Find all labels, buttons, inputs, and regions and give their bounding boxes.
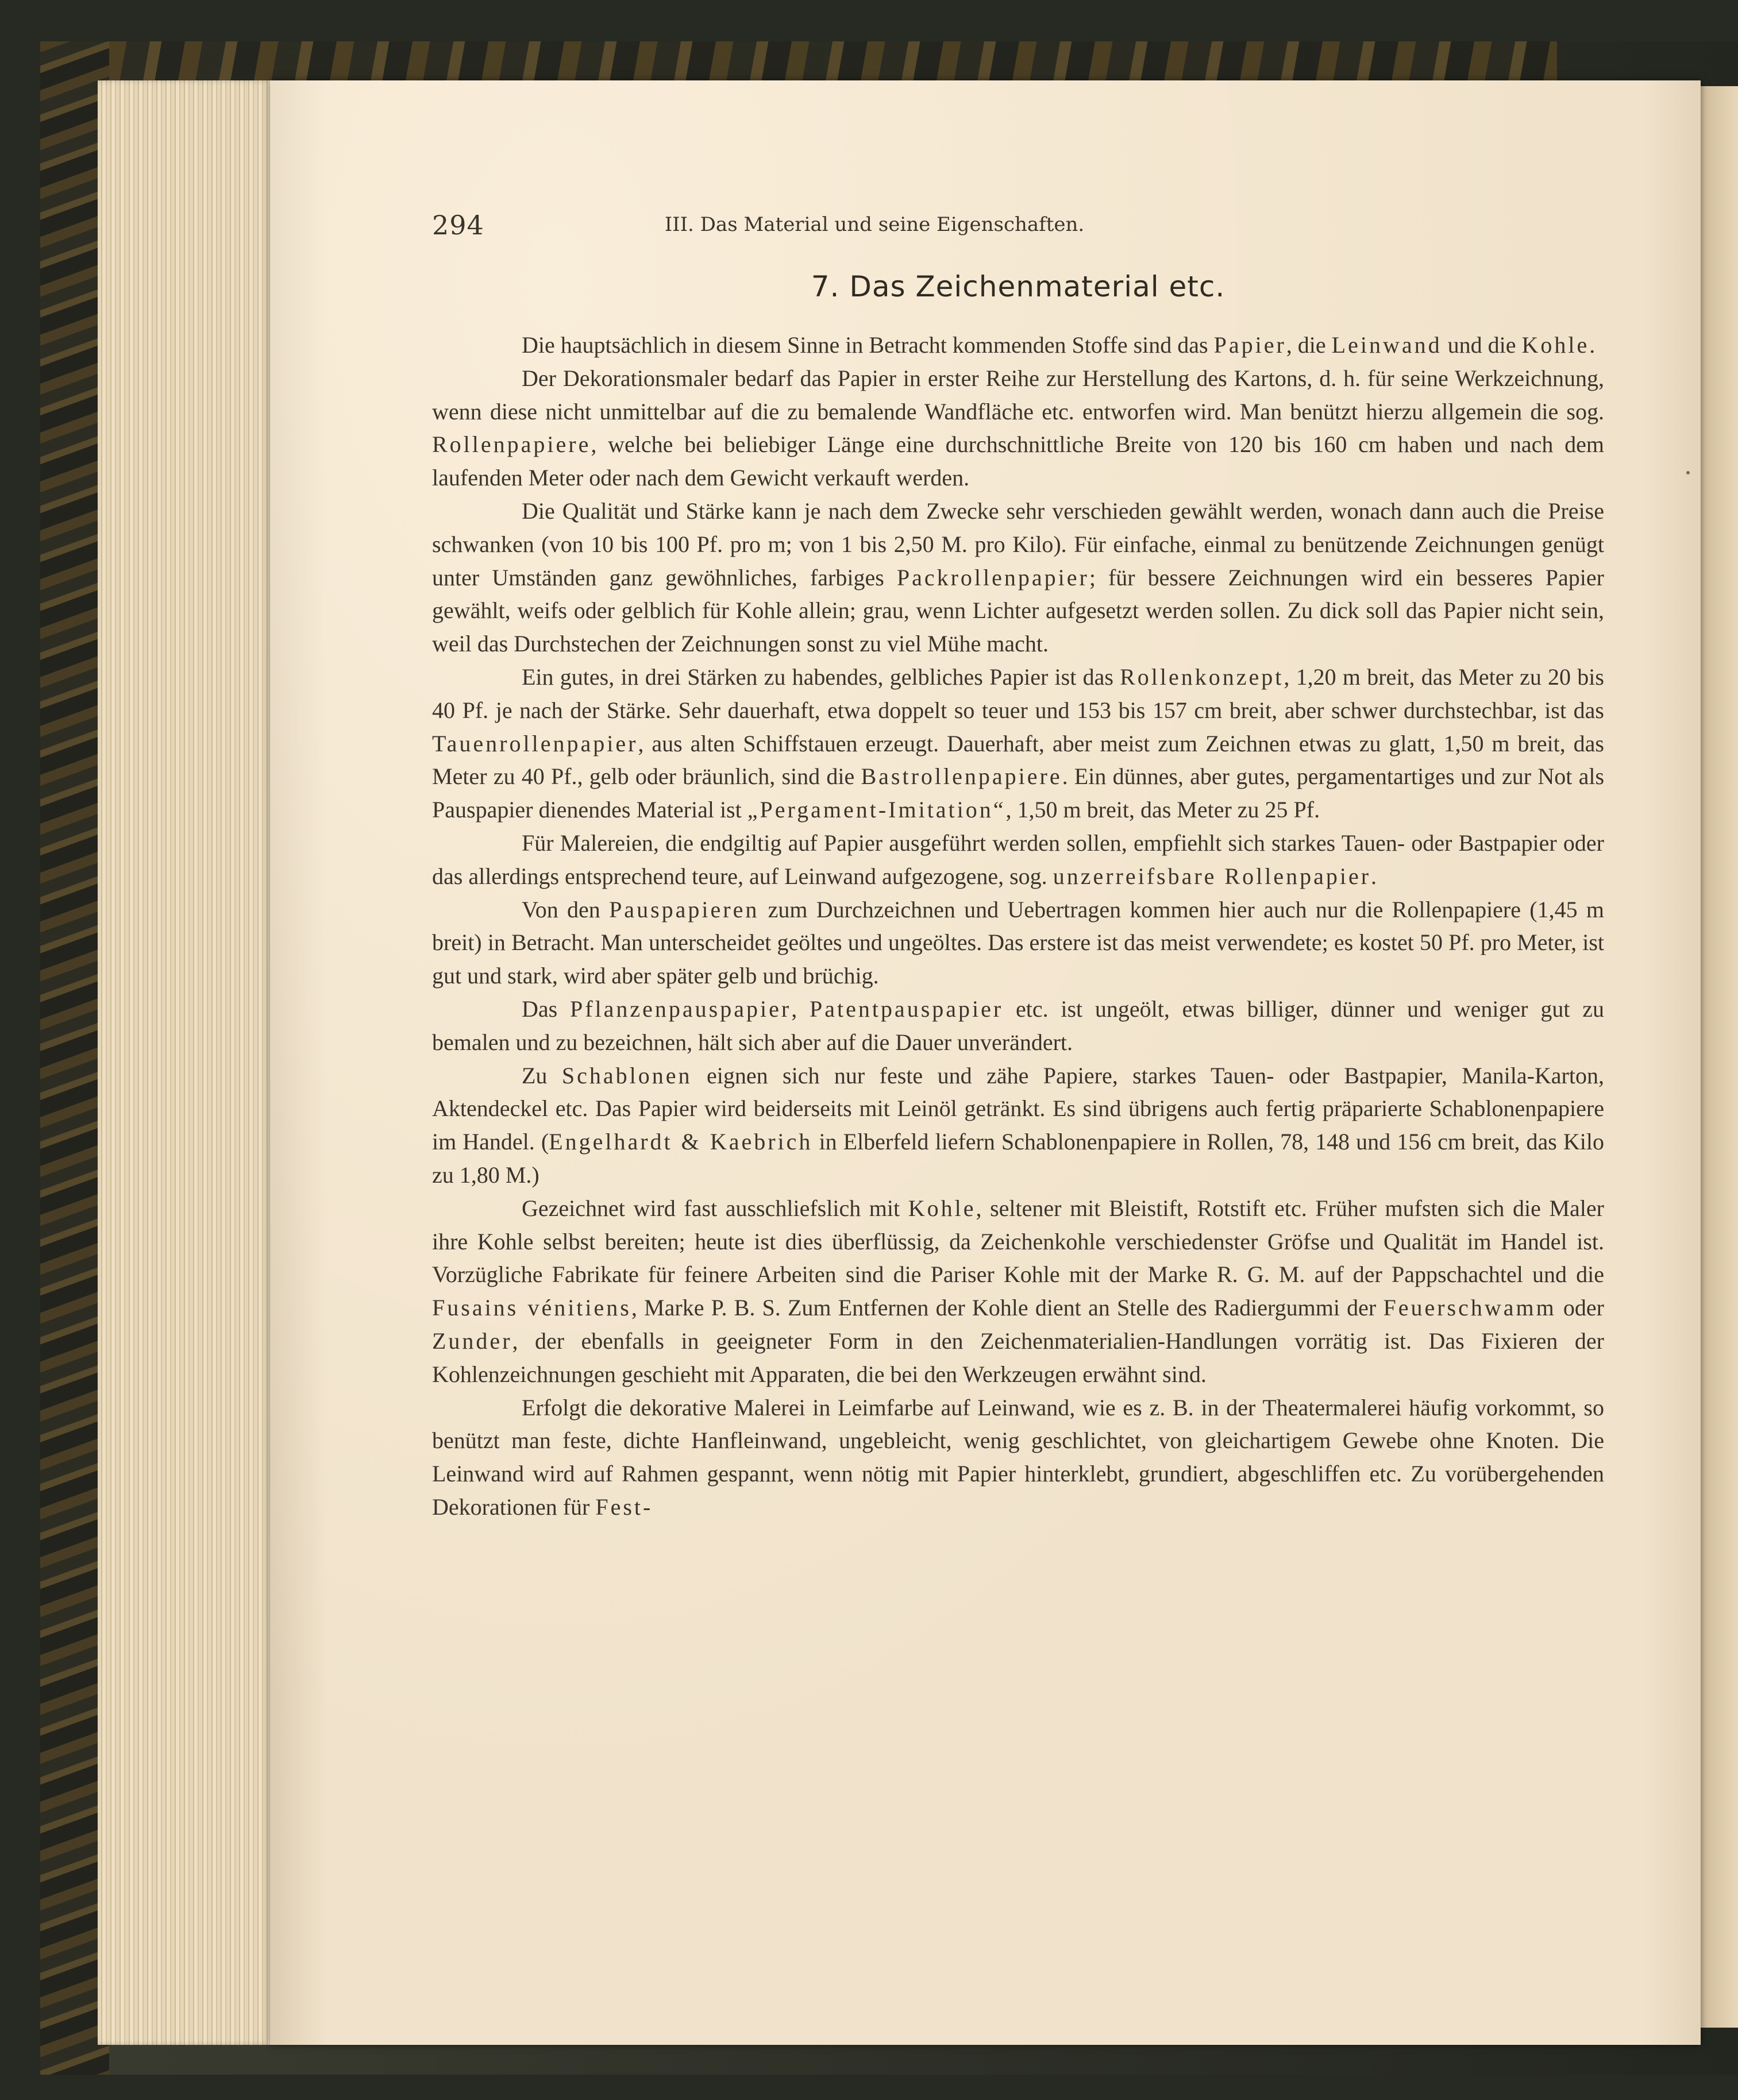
paragraph: Gezeichnet wird fast ausschliefslich mit Kohle, seltener mit Bleistift, Rotstift etc. Früher mufsten sich die Maler ihre Kohle selbst bereiten; heute ist dies überflüssig, da Zeichenkohle verschiedenster Gröfse und Qualität im Handel ist. Vorzügliche Fabrikate für feinere Arbeiten sind die Pariser Kohle mit der Marke R. G. M. auf der Pappschachtel und die Fusains vénitiens, Marke P. B. S. Zum Entfernen der Kohle dient an Stelle des Radiergummi der Feuerschwamm oder Zunder, der ebenfalls in geeigneter Form in den Zeichenmaterialien-Handlungen vorrätig ist. Das Fixieren der Kohlenzeichnungen geschieht mit Apparaten, die bei den Werkzeugen erwähnt sind. [432,1195,1604,1387]
paragraph: Die Qualität und Stärke kann je nach dem Zwecke sehr verschieden gewählt werden, wonach dann auch die Preise schwanken (von 10 bis 100 Pf. pro m; von 1 bis 2,50 M. pro Kilo). Für einfache, einmal zu benützende Zeichnungen genügt unter Umständen ganz gewöhnliches, farbiges Packrollenpapier; für bessere Zeichnungen wird ein besseres Papier gewählt, weifs oder gelblich für Kohle allein; grau, wenn Lichter aufgesetzt werden sollen. Zu dick soll das Papier nicht sein, weil das Durchstechen der Zeichnungen sonst zu viel Mühe macht. [432,497,1604,657]
spaced-term: Fusains vénitiens [432,1295,631,1321]
spaced-term: Papier [1213,332,1286,358]
paragraph: Für Malereien, die endgiltig auf Papier ausgeführt werden sollen, empfiehlt sich starkes Tauen- oder Bastpapier oder das allerdings entsprechend teure, auf Leinwand aufgezogene, sog. unzerreifsbare Rollenpapier. [432,829,1604,889]
spaced-term: Kohle [908,1195,976,1221]
spaced-term: Patentpauspapier [809,995,1004,1022]
section-heading: 7. Das Zeichenmaterial etc. [811,270,1226,303]
paragraph: Der Dekorationsmaler bedarf das Papier in erster Reihe zur Herstellung des Kartons, d. h. für seine Werkzeichnung, wenn diese nicht unmittelbar auf die zu bemalende Wandfläche etc. entworfen wird. Man benützt hierzu allgemein die sog. Rollenpapiere, welche bei beliebiger Länge eine durchschnittliche Breite von 120 bis 160 cm haben und nach dem laufenden Meter oder nach dem Gewicht verkauft werden. [432,365,1604,491]
spaced-term: Engelhardt & Kaebrich [549,1129,813,1155]
paragraph: Die hauptsächlich in diesem Sinne in Betracht kommenden Stoffe sind das Papier, die Leinwand und die Kohle. [522,332,1596,358]
body-text [432,329,1604,1524]
running-head [432,210,1271,244]
page-stack-edge [98,80,282,2045]
spaced-term: unzerreifsbare Rollenpapier [1053,863,1371,889]
paragraph: Das Pflanzenpauspapier, Patentpauspapier etc. ist ungeölt, etwas billiger, dünner und weniger gut zu bemalen und zu bezeichnen, hält sich aber auf die Dauer unverändert. [432,995,1604,1055]
spaced-term: Fest- [595,1493,653,1520]
spaced-term: Zunder [432,1327,512,1354]
spaced-term: Schablonen [561,1062,692,1088]
facing-page-edge [1698,86,1738,2028]
paragraph: Von den Pauspapieren zum Durchzeichnen und Uebertragen kommen hier auch nur die Rollenpapiere (1,45 m breit) in Betracht. Man unterscheidet geöltes und ungeöltes. Das erstere ist das meist verwendete; es kostet 50 Pf. pro Meter, ist gut und stark, wird aber später gelb und brüchig. [432,896,1605,989]
paragraph: Erfolgt die dekorative Malerei in Leimfarbe auf Leinwand, wie es z. B. in der Theatermalerei häufig vorkommt, so benützt man feste, dichte Hanfleinwand, ungebleicht, wenig geschlichtet, von gleichartigem Gewebe ohne Knoten. Die Leinwand wird auf Rahmen gespannt, wenn nötig mit Papier hinterklebt, grundiert, abgeschliffen etc. Zu vorübergehenden Dekorationen für Fest- [432,1394,1604,1520]
spaced-term: Leinwand [1331,332,1442,358]
running-title: III. Das Material und seine Eigenschaften. [664,213,1085,236]
spaced-term: Packrollenpapier [896,564,1089,590]
page-number: 294 [432,210,484,241]
spaced-term: Rollenpapiere [432,431,591,458]
spaced-term: Rollenkonzept [1120,663,1284,690]
paragraph: Ein gutes, in drei Stärken zu habendes, gelbliches Papier ist das Rollenkonzept, 1,20 m breit, das Meter zu 20 bis 40 Pf. je nach der Stärke. Sehr dauerhaft, etwa doppelt so teuer und 153 bis 157 cm breit, aber schwer durchstechbar, ist das Tauenrollenpapier, aus alten Schiffstauen erzeugt. Dauerhaft, aber meist zum Zeichnen etwas zu glatt, 1,50 m breit, das Meter zu 40 Pf., gelb oder bräunlich, sind die Bastrollenpapiere. Ein dünnes, aber gutes, pergamentartiges und zur Not als Pauspapier dienendes Material ist „Pergament-Imitation“, 1,50 m breit, das Meter zu 25 Pf. [432,663,1605,823]
spaced-term: Pflanzenpauspapier [569,995,792,1022]
spaced-term: Pauspapieren [609,896,760,922]
spaced-term: Feuerschwamm [1383,1295,1556,1321]
spaced-term: „Pergament-Imitation“ [747,797,1006,823]
paragraph: Zu Schablonen eignen sich nur feste und zähe Papiere, starkes Tauen- oder Bastpapier, Manila-Karton, Aktendeckel etc. Das Papier wird beiderseits mit Leinöl getränkt. Es sind übrigens auch fertig präparierte Schablonenpapiere im Handel. (Engelhardt & Kaebrich in Elberfeld liefern Schablonenpapiere in Rollen, 78, 148 und 156 cm breit, das Kilo zu 1,80 M.) [432,1062,1604,1188]
margin-speck [1686,471,1690,474]
spaced-term: Bastrollenpapiere [861,763,1062,790]
spaced-term: Tauenrollenpapier [432,730,638,756]
spaced-term: Kohle [1521,332,1590,358]
